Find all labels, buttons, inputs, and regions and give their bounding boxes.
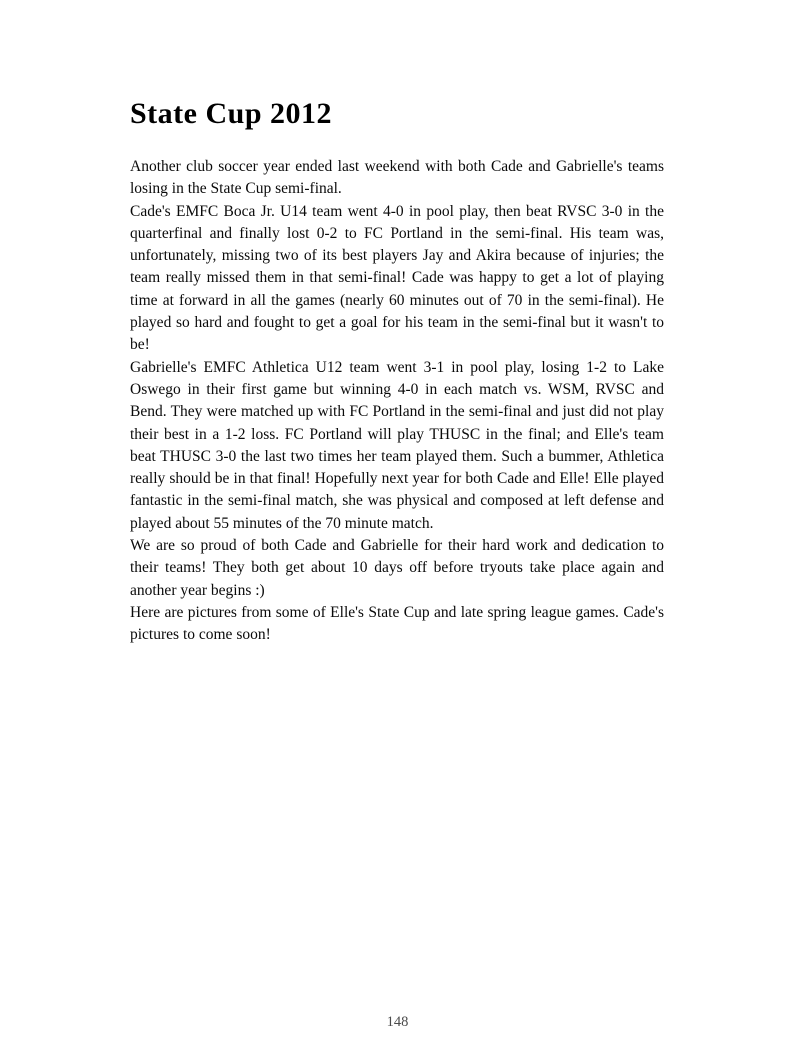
page-content xyxy=(130,96,664,647)
body-paragraph: Cade's EMFC Boca Jr. U14 team went 4-0 in pool play, then beat RVSC 3-0 in the quarterfinal and finally lost 0-2 to FC Portland in the semi-final. His team was, unfortunately, missing two of its best players Jay and Akira because of injuries; the team really missed them in that semi-final! Cade was happy to get a lot of playing time at forward in all the games (nearly 60 minutes out of 70 in the semi-final). He played so hard and fought to get a goal for his team in the semi-final but it wasn't to be! xyxy=(130,202,664,354)
page-title: State Cup 2012 xyxy=(130,97,333,130)
body-paragraph: Gabrielle's EMFC Athletica U12 team went 3-1 in pool play, losing 1-2 to Lake Oswego in their first game but winning 4-0 in each match vs. WSM, RVSC and Bend. They were matched up with FC Portland in the semi-final and just did not play their best in a 1-2 loss. FC Portland will play THUSC in the final; and Elle's team beat THUSC 3-0 the last two times her team played them. Such a bummer, Athletica really should be in that final! Hopefully next year for both Cade and Elle! Elle played fantastic in the semi-final match, she was physical and composed at left defense and played about 55 minutes of the 70 minute match. xyxy=(130,358,664,532)
body-text xyxy=(130,156,664,647)
body-paragraph: We are so proud of both Cade and Gabrielle for their hard work and dedication to their teams! They both get about 10 days off before tryouts take place again and another year begins :) xyxy=(130,537,664,599)
page-number: 148 xyxy=(386,1014,409,1030)
body-paragraph: Here are pictures from some of Elle's State Cup and late spring league games. Cade's pictures to come soon! xyxy=(130,603,664,644)
body-paragraph: Another club soccer year ended last weekend with both Cade and Gabrielle's teams losing in the State Cup semi-final. xyxy=(130,158,664,198)
